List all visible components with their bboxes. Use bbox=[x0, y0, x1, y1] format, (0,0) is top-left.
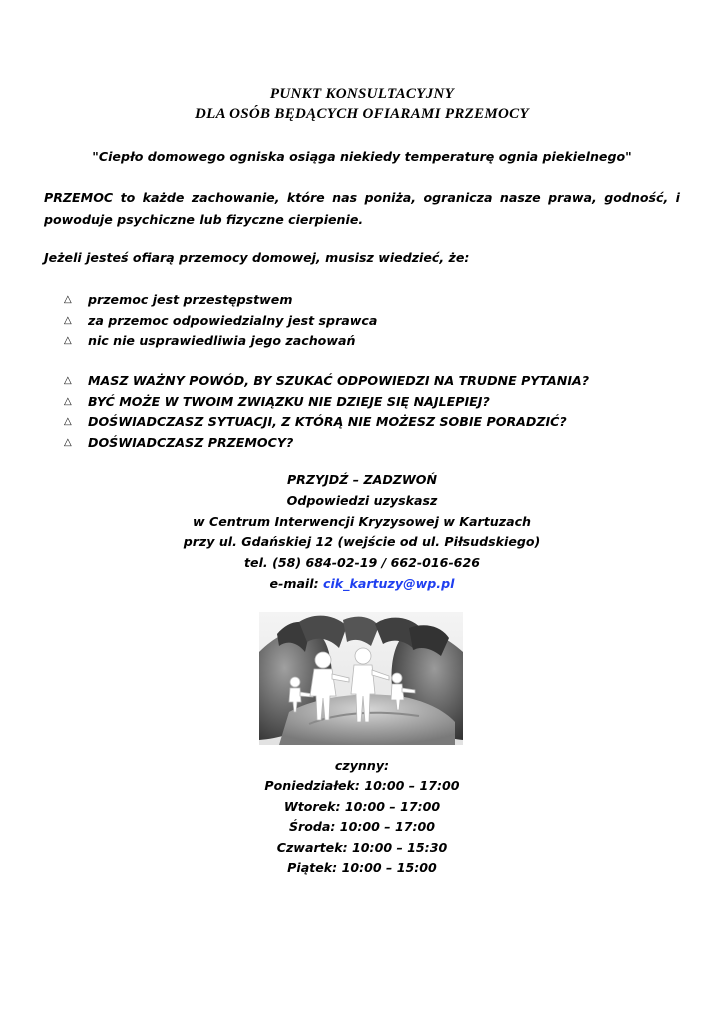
list-item: △ DOŚWIADCZASZ SYTUACJI, Z KTÓRĄ NIE MOŻESZ SOBIE PORADZIĆ? bbox=[64, 412, 589, 433]
page-subtitle: DLA OSÓB BĘDĄCYCH OFIARAMI PRZEMOCY bbox=[195, 106, 529, 122]
intro-text: Jeżeli jesteś ofiarą przemocy domowej, musisz wiedzieć, że: bbox=[44, 250, 470, 265]
hours-label: czynny: bbox=[334, 758, 390, 773]
questions-list bbox=[64, 371, 589, 453]
address: przy ul. Gdańskiej 12 (wejście od ul. Piłsudskiego) bbox=[183, 534, 541, 550]
opening-hours bbox=[0, 756, 724, 878]
email-link[interactable]: cik_kartuzy@wp.pl bbox=[323, 575, 455, 591]
recycle-arrow-icon: △ bbox=[64, 294, 72, 305]
list-item: △ nic nie usprawiedliwia jego zachowań bbox=[64, 331, 377, 352]
phone: tel. (58) 684-02-19 / 662-016-626 bbox=[244, 555, 480, 571]
hands-holding-paper-family-image bbox=[259, 612, 463, 745]
email-line bbox=[0, 574, 724, 595]
hours-row: Wtorek: 10:00 – 17:00 bbox=[283, 798, 441, 814]
hours-row: Środa: 10:00 – 17:00 bbox=[288, 819, 436, 835]
hours-row: Czwartek: 10:00 – 15:30 bbox=[276, 839, 448, 855]
hours-row: Piątek: 10:00 – 15:00 bbox=[287, 859, 437, 875]
list-item: △ za przemoc odpowiedzialny jest sprawca bbox=[64, 311, 377, 332]
list-item: △ przemoc jest przestępstwem bbox=[64, 290, 377, 311]
violence-definition: PRZEMOC to każde zachowanie, które nas poniża, ogranicza nasze prawa, godność, i powoduje psychiczne lub fizyczne cierpienie. bbox=[44, 190, 680, 227]
facts-list bbox=[64, 290, 377, 352]
list-item: △ MASZ WAŻNY POWÓD, BY SZUKAĆ ODPOWIEDZI NA TRUDNE PYTANIA? bbox=[64, 371, 589, 392]
contact-block bbox=[0, 470, 724, 595]
answers-text: Odpowiedzi uzyskasz bbox=[286, 492, 438, 508]
recycle-arrow-icon: △ bbox=[64, 375, 72, 386]
list-item: △ BYĆ MOŻE W TWOIM ZWIĄZKU NIE DZIEJE SIĘ NAJLEPIEJ? bbox=[64, 392, 589, 413]
page-title: PUNKT KONSULTACYJNY bbox=[269, 86, 455, 102]
recycle-arrow-icon: △ bbox=[64, 314, 72, 326]
quote: "Ciepło domowego ogniska osiąga niekiedy temperaturę ognia piekielnego" bbox=[92, 149, 632, 164]
recycle-arrow-icon: △ bbox=[64, 395, 72, 407]
recycle-arrow-icon: △ bbox=[64, 335, 72, 346]
center-name: w Centrum Interwencji Kryzysowej w Kartuzach bbox=[193, 513, 531, 529]
list-item: △ DOŚWIADCZASZ PRZEMOCY? bbox=[64, 433, 589, 454]
call-to-action: PRZYJDŹ – ZADZWOŃ bbox=[286, 472, 438, 487]
recycle-arrow-icon: △ bbox=[64, 436, 72, 448]
email-label: e-mail: bbox=[269, 575, 323, 591]
hours-row: Poniedziałek: 10:00 – 17:00 bbox=[264, 778, 460, 794]
recycle-arrow-icon: △ bbox=[64, 416, 72, 427]
